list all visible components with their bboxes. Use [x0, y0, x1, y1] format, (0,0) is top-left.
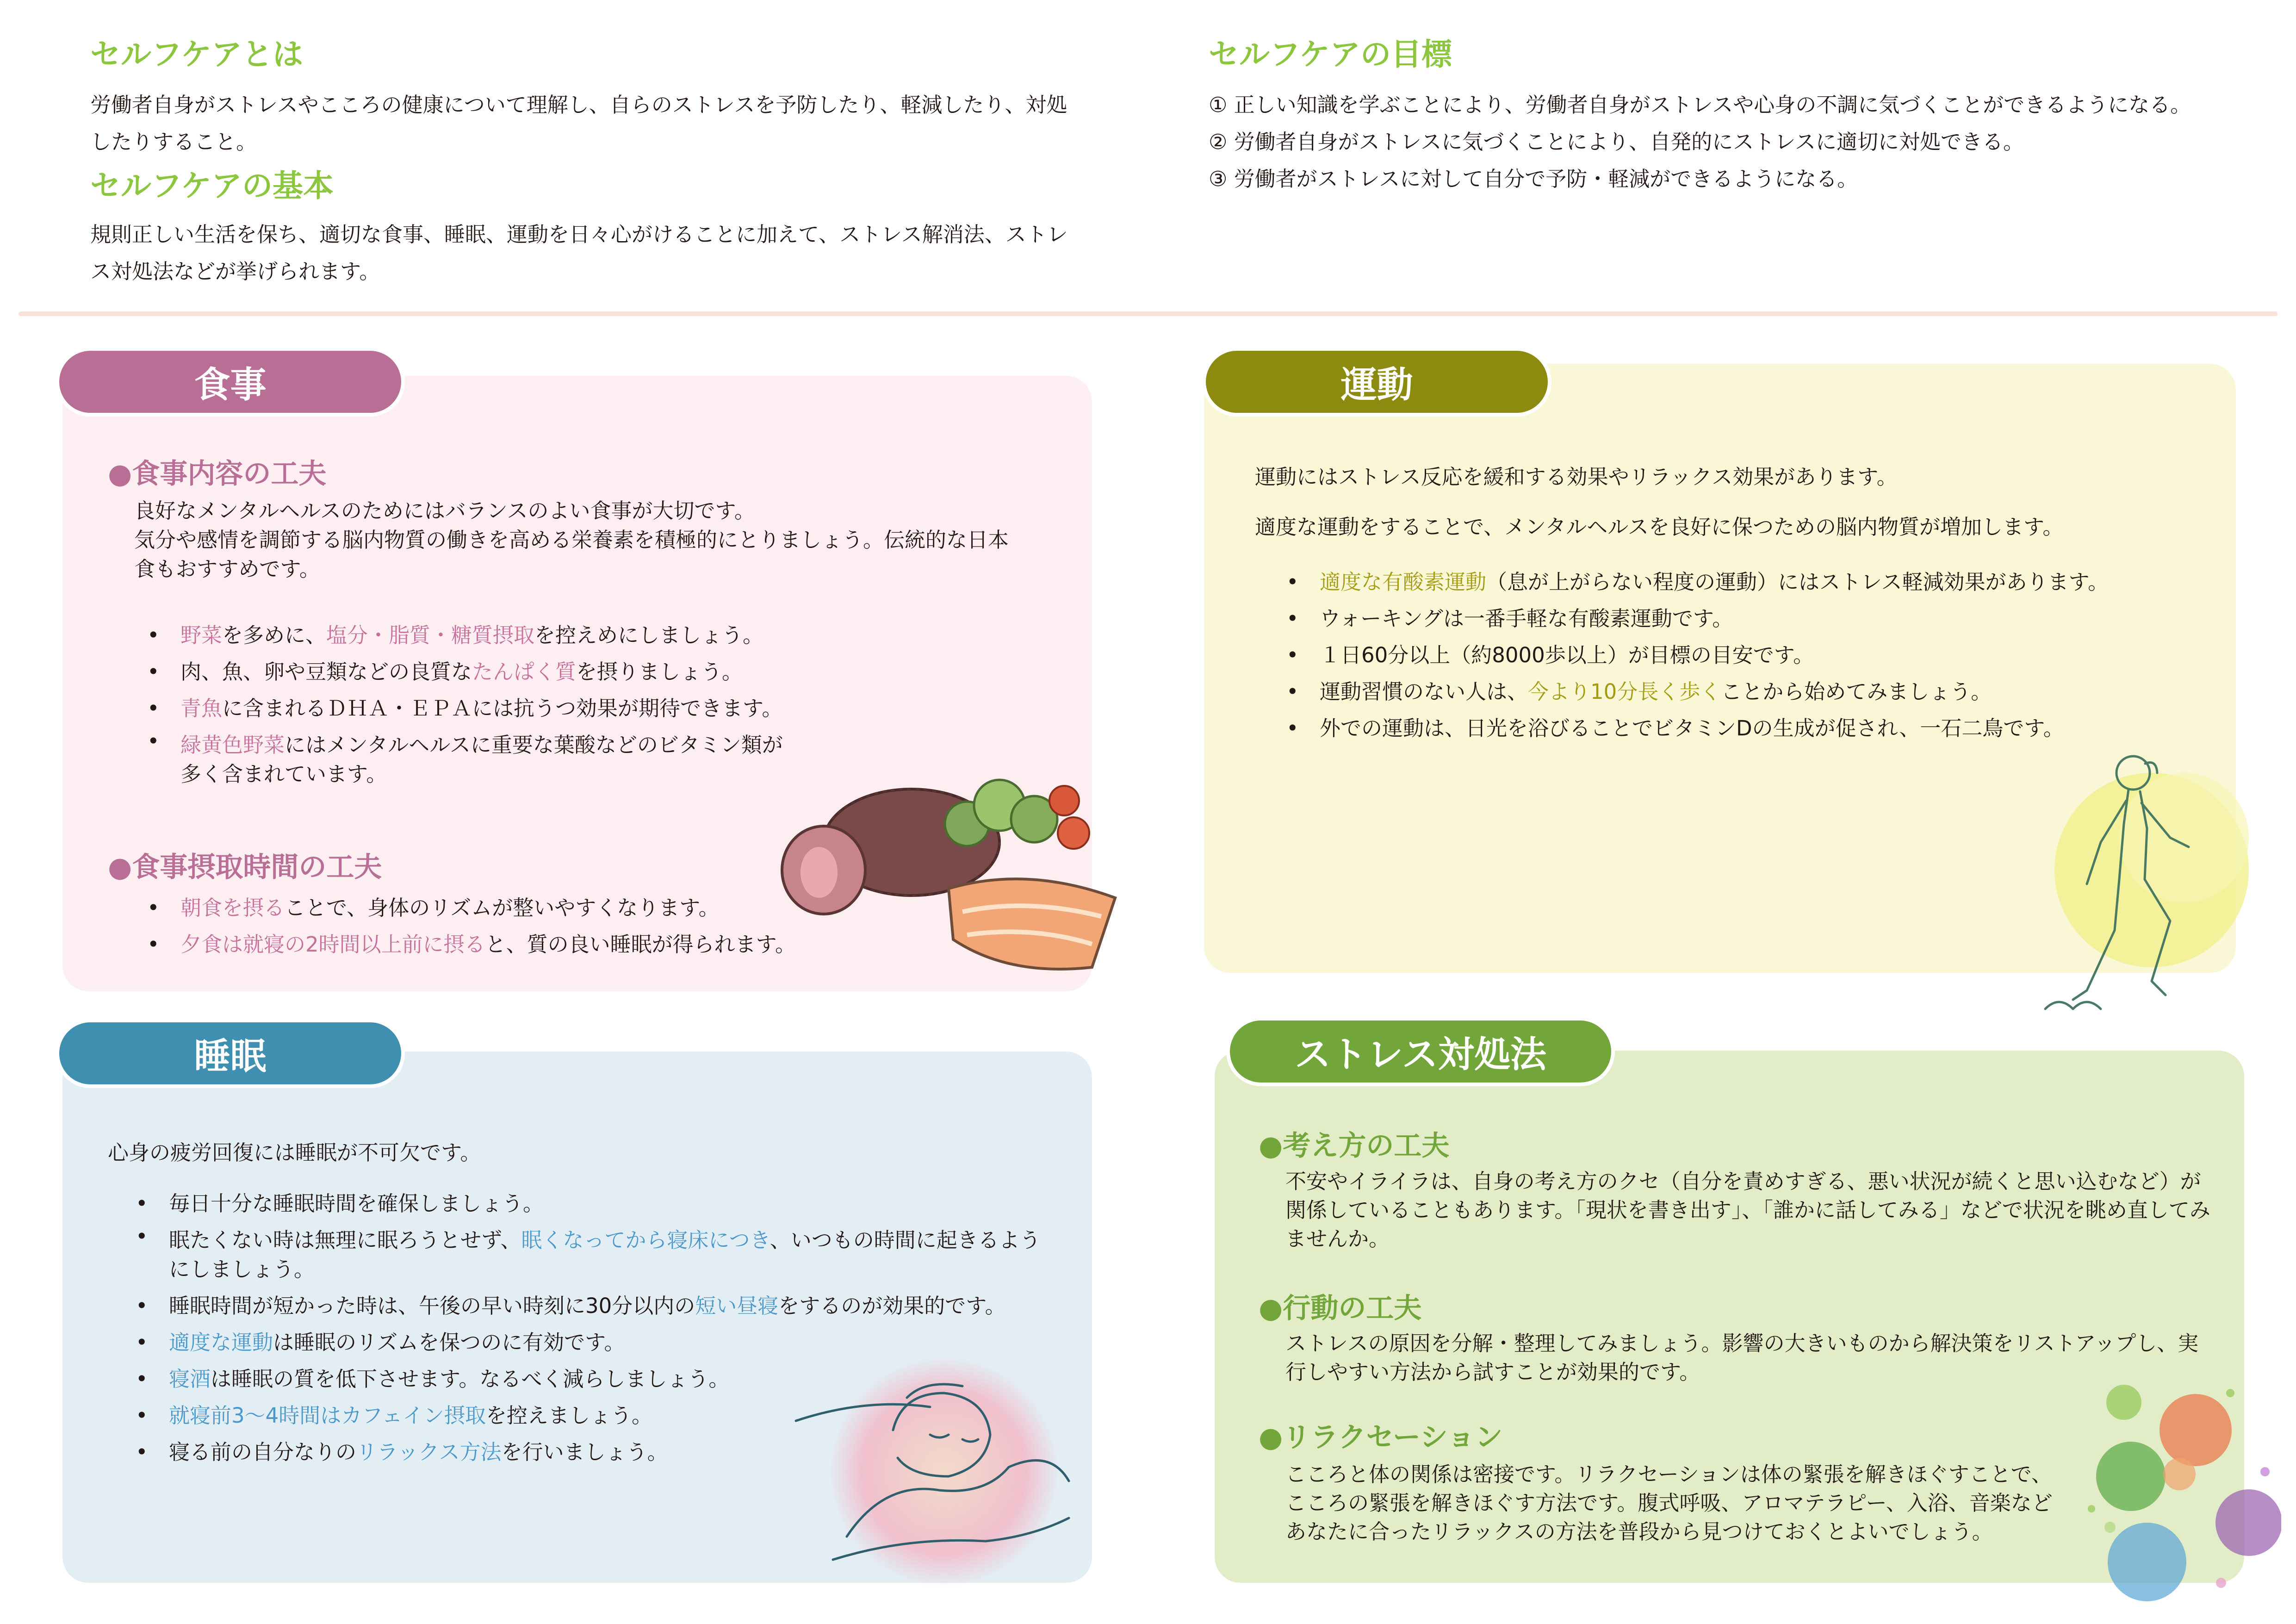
stress-think-title: ●考え方の工夫 [1259, 1130, 1450, 1162]
list-item: • 肉、魚、卵や豆類などの良質なたんぱく質を摂りましょう。 [139, 653, 925, 690]
stress-action-text [1285, 1329, 2239, 1387]
section-divider [19, 311, 2277, 316]
list-item: • 睡眠時間が短かった時は、午後の早い時刻に30分以内の短い昼寝をするのが効果的です。 [127, 1288, 1076, 1324]
sleeping-person-illustration [791, 1342, 1092, 1601]
action-line-2: 行しやすい方法から試すことが効果的です。 [1285, 1360, 1700, 1384]
sleep-intro: 心身の疲労回復には睡眠が不可欠です。 [108, 1140, 481, 1165]
list-item: • 眠たくない時は無理に眠ろうとせず、眠くなってから寝床につき、いつもの時間に起きるよう にしましょう。 [127, 1222, 1076, 1288]
meal-content-title: ●食事内容の工夫 [108, 458, 327, 490]
stress-relax-title: ●リラクセーション [1259, 1421, 1503, 1454]
think-line-3: ませんか。 [1285, 1226, 1390, 1251]
list-item: • 寝る前の自分なりのリラックス方法を行いましょう。 [127, 1434, 1076, 1470]
self-care-what-title: セルフケアとは [90, 37, 304, 72]
list-item: • 寝酒は睡眠の質を低下させます。なるべく減らしましょう。 [127, 1361, 1076, 1397]
exercise-tab-label: 運動 [1340, 364, 1413, 406]
self-care-basic-text: 規則正しい生活を保ち、適切な食事、睡眠、運動を日々心がけることに加えて、ストレス解消法、ストレス対処法などが挙げられます。 [90, 222, 1068, 284]
list-item: • 朝食を摂ることで、身体のリズムが整いやすくなります。 [139, 890, 925, 926]
exercise-tab [1202, 347, 1551, 417]
exercise-paragraph-2: 適度な運動をすることで、メンタルヘルスを良好に保つための脳内物質が増加します。 [1255, 515, 2064, 539]
self-care-goal-title: セルフケアの目標 [1209, 37, 1452, 72]
meal-tab-label: 食事 [194, 364, 267, 406]
list-item: • １日60分以上（約8000歩以上）が目標の目安です。 [1278, 637, 2203, 673]
stress-action-title: ●行動の工夫 [1259, 1292, 1422, 1325]
meal-intro-line-3: 食もおすすめです。 [134, 557, 320, 581]
exercise-paragraph-1: 運動にはストレス反応を緩和する効果やリラックス効果があります。 [1255, 465, 1898, 489]
sleep-tab [56, 1019, 405, 1088]
relax-line-2: こころの緊張を解きほぐす方法です。腹式呼吸、アロマテラピー、入浴、音楽など [1285, 1491, 2053, 1515]
goal-item-1: ① 正しい知識を学ぶことにより、労働者自身がストレスや心身の不調に気づくことができるようになる。 [1209, 93, 2191, 117]
sleep-tab-label: 睡眠 [194, 1036, 267, 1077]
goal-item-3: ③ 労働者がストレスに対して自分で予防・軽減ができるようになる。 [1209, 167, 1858, 191]
stress-relax-text [1285, 1460, 2118, 1546]
stress-tab [1226, 1017, 1615, 1086]
exercise-list [1278, 564, 2203, 747]
stress-think-text [1285, 1167, 2239, 1253]
list-item: • 就寝前3～4時間はカフェイン摂取を控えましょう。 [127, 1397, 1076, 1434]
action-line-1: ストレスの原因を分解・整理してみましょう。影響の大きいものから解決策をリストアップし、実 [1285, 1331, 2199, 1356]
goal-item-2: ② 労働者自身がストレスに気づくことにより、自発的にストレスに適切に対処できる。 [1209, 130, 2024, 154]
list-item: • 夕食は就寝の2時間以上前に摂ると、質の良い睡眠が得られます。 [139, 926, 925, 963]
self-care-what-text: 労働者自身がストレスやこころの健康について理解し、自らのストレスを予防したり、軽減したり、対処したりすること。 [90, 93, 1067, 154]
list-item: • ウォーキングは一番手軽な有酸素運動です。 [1278, 600, 2203, 637]
list-item: • 運動習慣のない人は、今より10分長く歩くことから始めてみましょう。 [1278, 673, 2203, 710]
list-item: • 緑黄色野菜にはメンタルヘルスに重要な葉酸などのビタミン類が 多く含まれています。 [139, 727, 925, 789]
meal-content-list [139, 617, 925, 789]
stress-tab-label: ストレス対処法 [1295, 1034, 1546, 1076]
list-item: • 青魚に含まれるＤＨＡ・ＥＰＡには抗うつ効果が期待できます。 [139, 690, 925, 727]
list-item: • 毎日十分な睡眠時間を確保しましょう。 [127, 1185, 1076, 1222]
self-care-basic-title: セルフケアの基本 [90, 168, 334, 204]
list-item: • 外での運動は、日光を浴びることでビタミンDの生成が促され、一石二鳥です。 [1278, 710, 2203, 747]
think-line-1: 不安やイライラは、自身の考え方のクセ（自分を責めすぎる、悪い状況が続くと思い込むなど）が [1285, 1169, 2201, 1194]
meal-tab [56, 347, 405, 417]
meal-content-intro [134, 496, 1060, 584]
self-care-goal-list [1209, 87, 2273, 198]
think-line-2: 関係していることもあります。「現状を書き出す」、「誰かに話してみる」などで状況を眺め直してみ [1285, 1198, 2210, 1222]
meal-intro-line-2: 気分や感情を調節する脳内物質の働きを高める栄養素を積極的にとりましょう。伝統的な日本 [134, 528, 1009, 552]
steak-vegetables-illustration [768, 773, 1129, 986]
list-item: • 野菜を多めに、塩分・脂質・糖質摂取を控えめにしましょう。 [139, 617, 925, 653]
list-item: • 適度な運動は睡眠のリズムを保つのに有効です。 [127, 1324, 1076, 1361]
relax-line-3: あなたに合ったリラックスの方法を普段から見つけておくとよいでしょう。 [1285, 1519, 1993, 1544]
watercolor-dots-illustration [2082, 1379, 2281, 1620]
relax-line-1: こころと体の関係は密接です。リラクセーションは体の緊張を解きほぐすことで、 [1285, 1462, 2052, 1487]
meal-time-title: ●食事摂取時間の工夫 [108, 851, 382, 884]
list-item: • 適度な有酸素運動（息が上がらない程度の運動）にはストレス軽減効果があります。 [1278, 564, 2203, 600]
meal-intro-line-1: 良好なメンタルヘルスのためにはバランスのよい食事が大切です。 [134, 498, 755, 523]
walking-woman-illustration [2036, 731, 2258, 1046]
